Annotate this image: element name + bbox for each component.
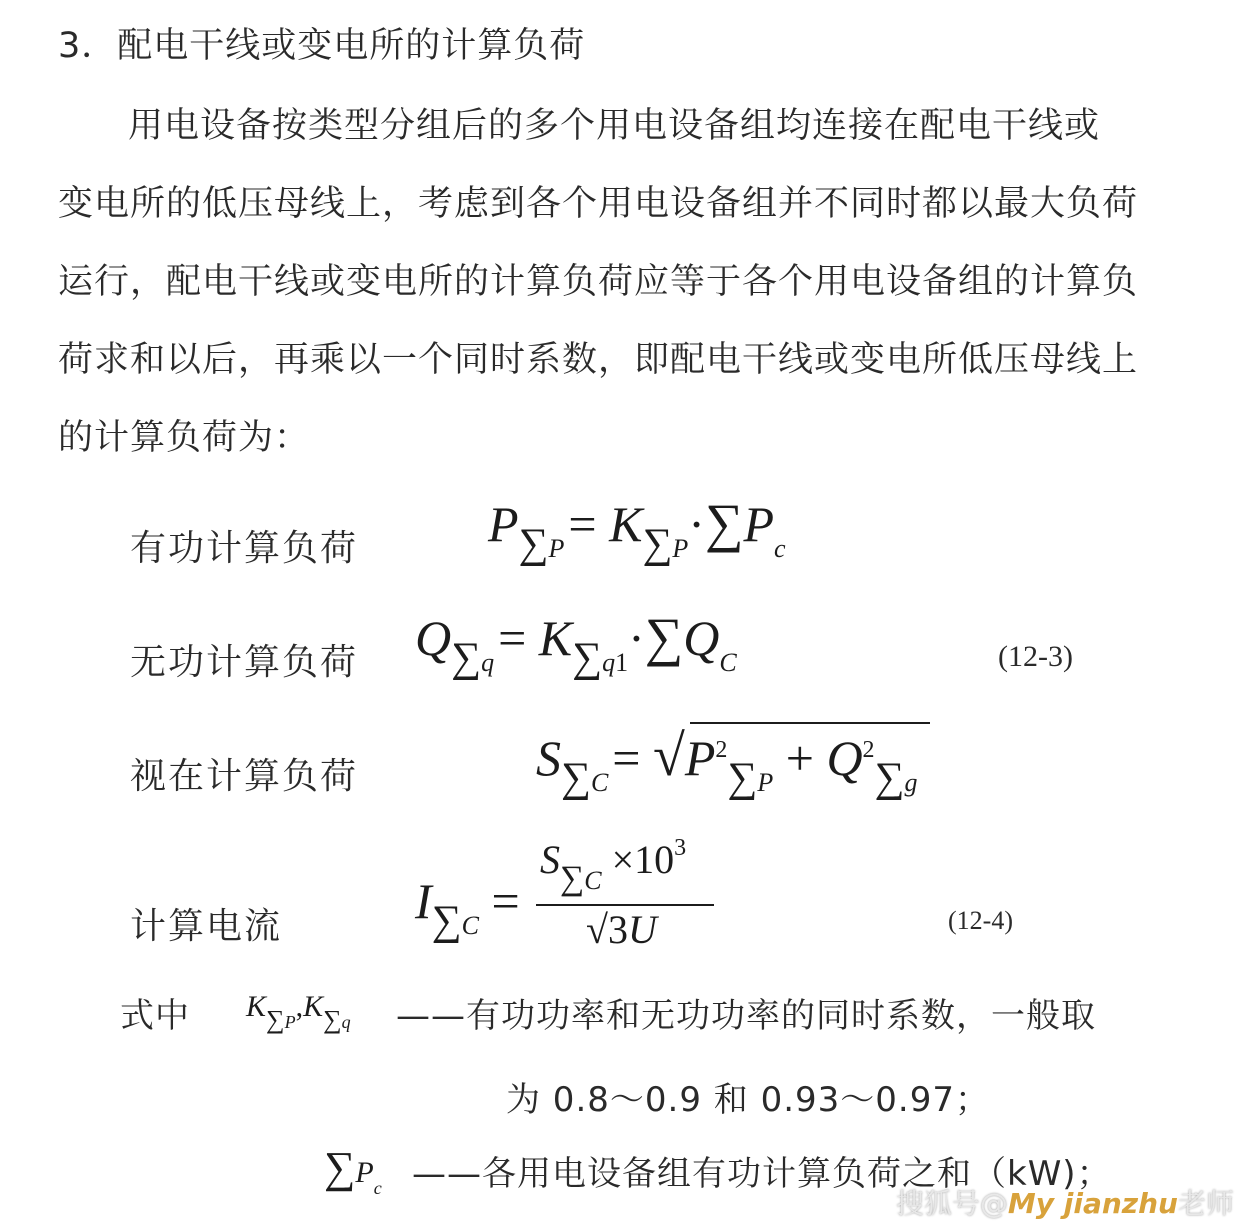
paragraph-line-5: 的计算负荷为： bbox=[58, 418, 311, 458]
watermark-prefix: 搜狐号@ bbox=[895, 1187, 1008, 1220]
watermark bbox=[896, 1182, 1234, 1222]
paragraph-line-4: 荷求和以后，再乘以一个同时系数，即配电干线或变电所低压母线上 bbox=[58, 340, 1139, 380]
sum-pc-symbol: ∑Pc bbox=[324, 1143, 382, 1198]
sqrt-overline bbox=[690, 722, 930, 724]
current-formula-lhs: I∑C = bbox=[415, 873, 520, 944]
k-description: ——有功功率和无功功率的同时系数，一般取 bbox=[396, 996, 1096, 1036]
watermark-site: My jianzhu bbox=[1007, 1187, 1178, 1220]
k-symbols: K∑P,K∑q bbox=[246, 990, 351, 1034]
active-load-formula: P∑P = K∑P·∑Pc bbox=[488, 493, 786, 567]
apparent-load-formula: S∑C = √P2∑P + Q2∑g bbox=[536, 723, 918, 801]
sum-pc-description: ——各用电设备组有功计算负荷之和（kW)； bbox=[412, 1154, 1112, 1194]
reactive-load-formula: Q∑q = K∑q1·∑QC bbox=[415, 607, 737, 681]
equation-number-12-4: (12-4) bbox=[948, 906, 1013, 935]
equation-number-12-3: (12-3) bbox=[998, 640, 1073, 673]
notes-intro: 式中 bbox=[120, 996, 190, 1036]
paragraph-line-1: 用电设备按类型分组后的多个用电设备组均连接在配电干线或 bbox=[128, 106, 1101, 146]
section-heading: 3．配电干线或变电所的计算负荷 bbox=[58, 26, 586, 66]
current-formula-denominator: √3U bbox=[586, 907, 657, 952]
k-values: 为 0.8～0.9 和 0.93～0.97； bbox=[506, 1080, 990, 1120]
paragraph-line-3: 运行，配电干线或变电所的计算负荷应等于各个用电设备组的计算负 bbox=[58, 262, 1139, 302]
paragraph-line-2: 变电所的低压母线上，考虑到各个用电设备组并不同时都以最大负荷 bbox=[58, 184, 1139, 224]
reactive-load-label: 无功计算负荷 bbox=[130, 642, 359, 683]
current-label: 计算电流 bbox=[130, 906, 283, 947]
apparent-load-label: 视在计算负荷 bbox=[130, 756, 359, 797]
current-formula-numerator: S∑C ×103 bbox=[540, 835, 687, 897]
active-load-label: 有功计算负荷 bbox=[130, 528, 359, 569]
watermark-suffix: 老师 bbox=[1177, 1187, 1234, 1220]
